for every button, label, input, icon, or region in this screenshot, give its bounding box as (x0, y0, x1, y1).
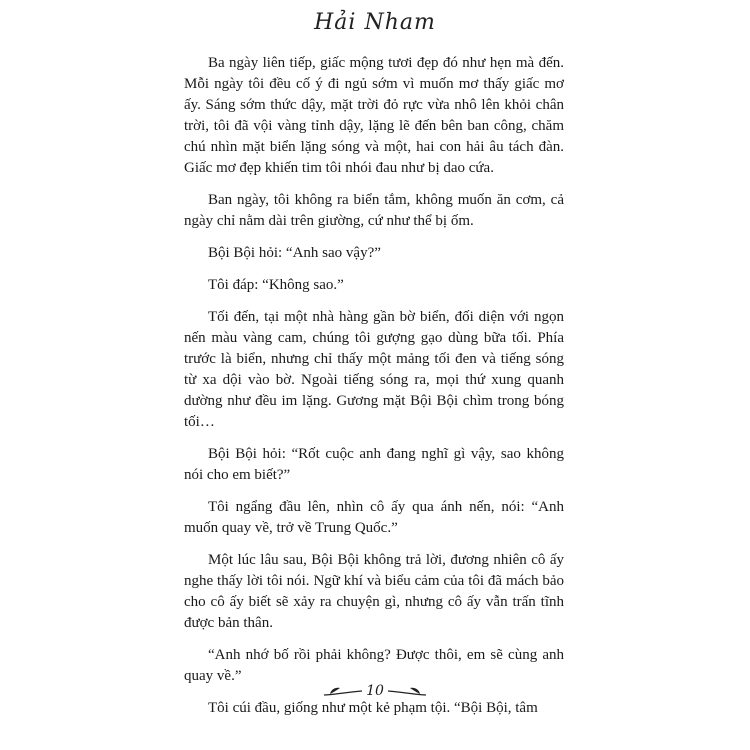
running-title: Hải Nham (314, 10, 436, 35)
right-flourish-icon (386, 683, 428, 699)
paragraph: Ban ngày, tôi không ra biển tắm, không muốn ăn cơm, cả ngày chỉ nằm dài trên giường, cứ như thể bị ốm. (184, 192, 564, 229)
left-flourish-icon (322, 683, 364, 699)
page-body (184, 53, 564, 730)
paragraph: Bội Bội hỏi: “Rốt cuộc anh đang nghĩ gì vậy, sao không nói cho em biết?” (184, 446, 564, 483)
paragraph: Tối đến, tại một nhà hàng gần bờ biển, đối diện với ngọn nến màu vàng cam, chúng tôi gượng gạo dùng bữa tối. Phía trước là biển, nhưng chỉ thấy một mảng tối đen và tiếng sóng từ xa dội vào bờ. Ngoài tiếng sóng ra, mọi thứ xung quanh dường như đều im lặng. Gương mặt Bội Bội chìm trong bóng tối… (184, 309, 564, 430)
paragraph: Tôi cúi đầu, giống như một kẻ phạm tội. “Bội Bội, tâm (208, 700, 538, 716)
paragraph: Tôi ngẩng đầu lên, nhìn cô ấy qua ánh nến, nói: “Anh muốn quay về, trở về Trung Quốc.” (184, 499, 564, 536)
paragraph: Ba ngày liên tiếp, giấc mộng tươi đẹp đó như hẹn mà đến. Mỗi ngày tôi đều cố ý đi ngủ sớm vì muốn mơ thấy giấc mơ ấy. Sáng sớm thức dậy, mặt trời đỏ rực vừa nhô lên khỏi chân trời, tôi đã vội vàng tỉnh dậy, lặng lẽ đến bên ban công, chăm chú nhìn mặt biển lặng sóng và một, hai con hải âu tách đàn. Giấc mơ đẹp khiến tim tôi nhói đau như bị dao cứa. (184, 55, 564, 176)
page-number: 10 (366, 683, 384, 699)
paragraph: “Anh nhớ bố rồi phải không? Được thôi, em sẽ cùng anh quay về.” (184, 647, 564, 684)
paragraph: Tôi đáp: “Không sao.” (208, 277, 344, 293)
page-header (0, 10, 750, 35)
page-footer (0, 683, 750, 699)
paragraph: Bội Bội hỏi: “Anh sao vậy?” (208, 245, 381, 261)
paragraph: Một lúc lâu sau, Bội Bội không trả lời, đương nhiên cô ấy nghe thấy lời tôi nói. Ngữ khí và biểu cảm của tôi đã mách bảo cho cô ấy biết sẽ xảy ra chuyện gì, nhưng cô ấy vẫn trấn tĩnh được bản thân. (184, 552, 564, 631)
